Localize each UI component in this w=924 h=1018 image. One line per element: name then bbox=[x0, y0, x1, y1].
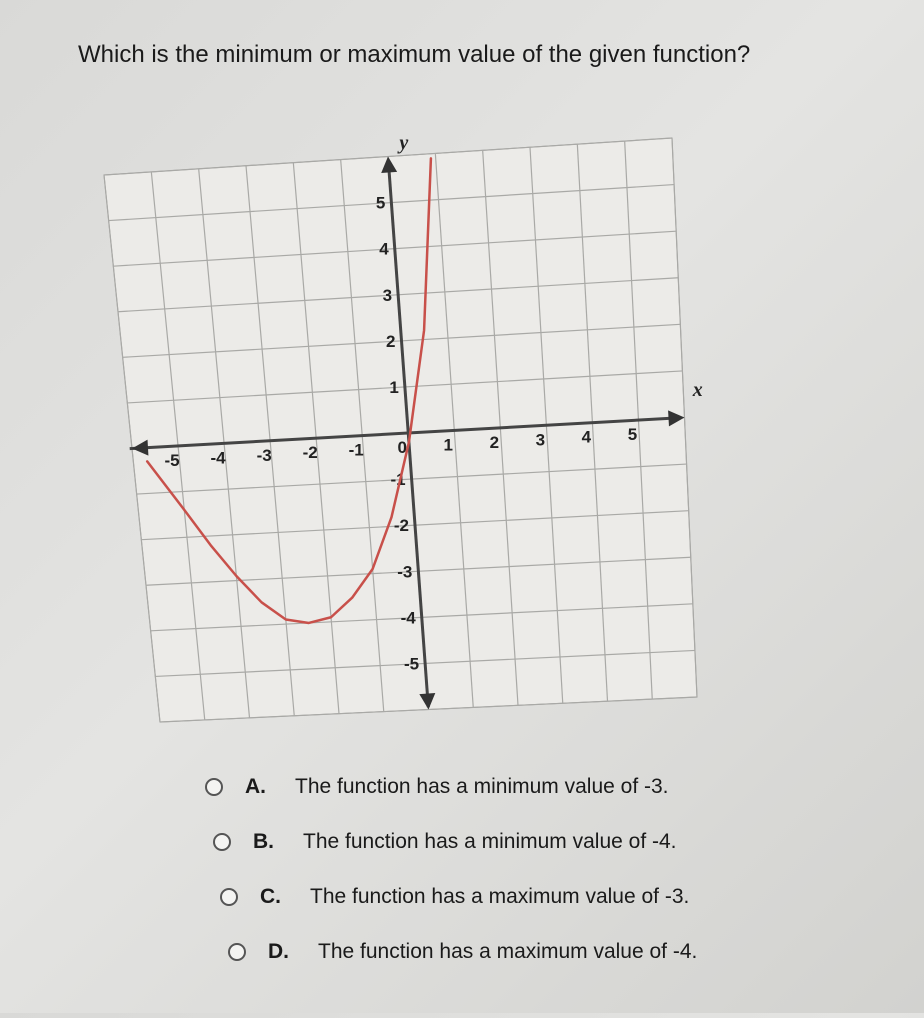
radio-button-b[interactable] bbox=[213, 833, 231, 851]
x-tick-label: -3 bbox=[256, 445, 272, 465]
choice-letter-c: C. bbox=[260, 885, 281, 908]
y-tick-label: -1 bbox=[390, 470, 406, 490]
x-tick-label: -1 bbox=[348, 440, 364, 460]
y-tick-label: 1 bbox=[389, 377, 399, 397]
y-tick-label: 4 bbox=[379, 239, 389, 259]
grid-background bbox=[104, 138, 697, 722]
y-axis-label: y bbox=[399, 131, 409, 154]
choice-text-c: The function has a maximum value of -3. bbox=[310, 885, 690, 908]
y-tick-label: -3 bbox=[397, 562, 413, 582]
choice-letter-a: A. bbox=[245, 775, 266, 798]
x-tick-label: 3 bbox=[535, 430, 546, 450]
choice-d[interactable] bbox=[228, 937, 697, 967]
question-text: Which is the minimum or maximum value of the given function? bbox=[78, 41, 751, 68]
x-tick-label: 1 bbox=[443, 435, 454, 455]
y-tick-label: 2 bbox=[386, 331, 396, 351]
choice-letter-b: B. bbox=[253, 830, 274, 853]
x-tick-label: 2 bbox=[489, 432, 500, 452]
radio-button-d[interactable] bbox=[228, 943, 246, 961]
x-tick-label: 0 bbox=[397, 438, 407, 457]
choice-letter-d: D. bbox=[268, 940, 289, 963]
choice-text-a: The function has a minimum value of -3. bbox=[295, 775, 669, 798]
x-axis-label: x bbox=[692, 379, 703, 402]
choice-b[interactable] bbox=[213, 827, 677, 857]
x-tick-label: -2 bbox=[302, 443, 318, 463]
y-tick-label: 5 bbox=[375, 193, 386, 213]
y-tick-label: -4 bbox=[400, 608, 416, 628]
radio-button-a[interactable] bbox=[205, 778, 223, 796]
x-tick-label: 5 bbox=[627, 425, 638, 445]
radio-button-c[interactable] bbox=[220, 888, 238, 906]
x-tick-label: -4 bbox=[210, 448, 226, 468]
y-tick-label: 3 bbox=[382, 285, 393, 305]
choice-c[interactable] bbox=[220, 882, 689, 912]
x-tick-label: -5 bbox=[164, 450, 180, 470]
y-tick-label: -5 bbox=[404, 654, 420, 674]
y-tick-label: -2 bbox=[393, 516, 409, 536]
choice-text-b: The function has a minimum value of -4. bbox=[303, 830, 677, 853]
choice-text-d: The function has a maximum value of -4. bbox=[318, 940, 698, 963]
x-tick-label: 4 bbox=[581, 427, 592, 447]
choice-a[interactable] bbox=[205, 772, 669, 802]
